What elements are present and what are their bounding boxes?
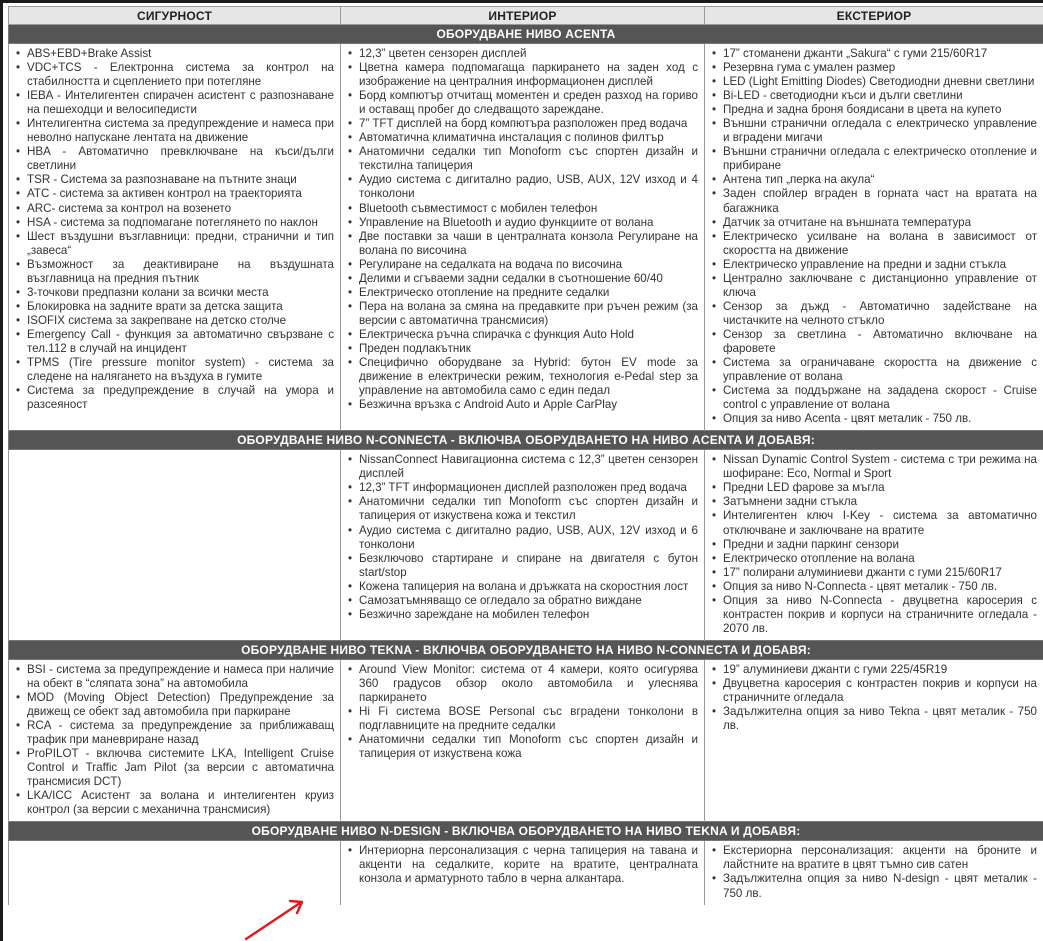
exterior-cell: [705, 450, 1043, 641]
safety-cell: [9, 659, 341, 822]
list-item: • Външни странични огледала с електрическо отопление и прибиране: [711, 145, 1037, 173]
list-item: • Пера на волана за смяна на предавките при ръчен режим (за версии с автоматична трансмисия): [347, 300, 698, 328]
list-item: • Hi Fi система BOSE Personal със вградени тонколони в подглавниците на предните седалки: [347, 705, 698, 733]
list-item: • Bi-LED - светодиодни къси и дълги светлини: [711, 89, 1037, 103]
list-item: • VDC+TCS - Електронна система за контрол на стабилността и сцеплението при потегляне: [15, 61, 334, 89]
list-item: • Затъмнени задни стъкла: [711, 495, 1037, 509]
column-header-interior: ИНТЕРИОР: [341, 7, 705, 25]
exterior-cell: [705, 841, 1043, 905]
list-item: • MOD (Moving Object Detection) Предупреждение за движещ се обект зад автомобила при паркиране: [15, 691, 334, 719]
list-item: • 3-точкови предпазни колани за всички места: [15, 286, 334, 300]
list-item: • Интериорна персонализация с черна тапицерия на тавана и акценти на седалките, корите на вратите, централната конзола и арматурното табло в черна алкантара.: [347, 844, 698, 886]
list-item: • Сензор за светлина - Автоматично включване на фаровете: [711, 328, 1037, 356]
list-item: • Интелигентна система за предупреждение и намеса при неволно напускане лентата на движение: [15, 117, 334, 145]
equipment-table: [8, 6, 1043, 905]
window-frame-top: [0, 0, 1043, 3]
safety-list: [15, 47, 334, 412]
list-item: • Анатомични седалки тип Monoform със спортен дизайн и тапицерия от изкуствена кожа: [347, 733, 698, 761]
exterior-list: [711, 844, 1037, 900]
list-item: • Опция за ниво N-Connecta - цвят металик - 750 лв.: [711, 580, 1037, 594]
section-row-n-design: [9, 841, 1043, 905]
section-row-n-connecta: [9, 450, 1043, 641]
column-header-safety: СИГУРНОСТ: [9, 7, 341, 25]
list-item: • Антена тип „перка на акула“: [711, 173, 1037, 187]
list-item: • Двуцветна каросерия с контрастен покрив и корпуси на страничните огледала: [711, 677, 1037, 705]
list-item: • Резервна гума с умален размер: [711, 61, 1037, 75]
list-item: • ARC- система за контрол на возенето: [15, 202, 334, 216]
exterior-list: [711, 453, 1037, 636]
list-item: • Самозатъмняващо се огледало за обратно виждане: [347, 594, 698, 608]
list-item: • Безключово стартиране и спиране на двигателя с бутон start/stop: [347, 552, 698, 580]
list-item: • Шест въздушни възглавници: предни, странични и тип „завеса“: [15, 230, 334, 258]
column-header-row: [9, 7, 1043, 25]
section-row-acenta: [9, 44, 1043, 431]
list-item: • 12,3” TFT информационен дисплей разположен пред водача: [347, 481, 698, 495]
list-item: • ISOFIX система за закрепване на детско столче: [15, 314, 334, 328]
list-item: • TPMS (Tire pressure monitor system) - система за следене на налягането на въздуха в гумите: [15, 356, 334, 384]
list-item: • Система за поддържане на зададена скорост - Cruise control с управление от волана: [711, 384, 1037, 412]
section-row-tekna: [9, 659, 1043, 822]
section-header-acenta: [9, 25, 1043, 44]
list-item: • Система за предупреждение в случай на умора и разсеяност: [15, 384, 334, 412]
list-item: • LKA/ICC Асистент за волана и интелигентен круиз контрол (за версии с механична трансмисия): [15, 789, 334, 817]
list-item: • HSA - система за подпомагане потеглянето по наклон: [15, 216, 334, 230]
list-item: • Аудио система с дигитално радио, USB, AUX, 12V изход и 4 тонколони: [347, 173, 698, 201]
list-item: • Борд компютър отчитащ моментен и среден разход на гориво и оставащ пробег до следващото зареждане.: [347, 89, 698, 117]
list-item: • Предна и задна броня боядисани в цвета на купето: [711, 103, 1037, 117]
window-frame-left: [0, 0, 3, 941]
interior-cell: [341, 841, 705, 905]
exterior-cell: [705, 659, 1043, 822]
safety-list: [15, 663, 334, 818]
interior-list: [347, 47, 698, 412]
exterior-list: [711, 47, 1037, 426]
section-title: ОБОРУДВАНЕ НИВО TEKNA - ВКЛЮЧВА ОБОРУДВАНЕТО НА НИВО N-CONNECTA И ДОБАВЯ:: [9, 640, 1043, 659]
section-header-n-design: [9, 822, 1043, 841]
list-item: • 17” стоманени джанти „Sakura“ с гуми 215/60R17: [711, 47, 1037, 61]
list-item: • NissanConnect Навигационна система с 12,3” цветен сензорен дисплей: [347, 453, 698, 481]
list-item: • 7” TFT дисплей на борд компютъра разположен пред водача: [347, 117, 698, 131]
list-item: • 12,3” цветен сензорен дисплей: [347, 47, 698, 61]
list-item: • Специфично оборудване за Hybrid: бутон EV mode за движение в електрически режим, технология e-Pedal step за управление на автомобила само с един педал: [347, 356, 698, 398]
list-item: • Система за ограничаване скоростта на движение с управление от волана: [711, 356, 1037, 384]
list-item: • Датчик за отчитане на външната температура: [711, 216, 1037, 230]
list-item: • Делими и сгъваеми задни седалки в съотношение 60/40: [347, 272, 698, 286]
list-item: • Възможност за деактивиране на въздушната възглавница на предния пътник: [15, 258, 334, 286]
list-item: • 17” полирани алуминиеви джанти с гуми 215/60R17: [711, 566, 1037, 580]
interior-cell: [341, 659, 705, 822]
list-item: • 19” алуминиеви джанти с гуми 225/45R19: [711, 663, 1037, 677]
list-item: • Централно заключване с дистанционно управление от ключа: [711, 272, 1037, 300]
list-item: • Предни LED фарове за мъгла: [711, 481, 1037, 495]
interior-list: [347, 663, 698, 761]
list-item: • Блокировка на задните врати за детска защита: [15, 300, 334, 314]
safety-cell: [9, 450, 341, 641]
section-title: ОБОРУДВАНЕ НИВО N-CONNECTA - ВКЛЮЧВА ОБОРУДВАНЕТО НА НИВО ACENTA И ДОБАВЯ:: [9, 431, 1043, 450]
interior-cell: [341, 44, 705, 431]
list-item: • Опция за ниво N-Connecta - двуцветна каросерия с контрастен покрив и корпуси на страничните огледала - 2070 лв.: [711, 594, 1037, 636]
list-item: • Електрическа ръчна спирачка с функция Auto Hold: [347, 328, 698, 342]
list-item: • Екстериорна персонализация: акценти на броните и лайстните на вратите в цвят тъмно сив сатен: [711, 844, 1037, 872]
list-item: • Управление на Bluetooth и аудио функциите от волана: [347, 216, 698, 230]
list-item: • TSR - Система за разпознаване на пътните знаци: [15, 173, 334, 187]
list-item: • Две поставки за чаши в централната конзола Регулиране на волана по височина: [347, 230, 698, 258]
list-item: • Електрическо отопление на волана: [711, 552, 1037, 566]
list-item: • Bluetooth съвместимост с мобилен телефон: [347, 202, 698, 216]
list-item: • Опция за ниво Acenta - цвят металик - 750 лв.: [711, 412, 1037, 426]
list-item: • Сензор за дъжд - Автоматично задействане на чистачките на челното стъкло: [711, 300, 1037, 328]
list-item: • Безжично зареждане на мобилен телефон: [347, 608, 698, 622]
list-item: • RCA - система за предупреждение за приближаващ трафик при маневриране назад: [15, 719, 334, 747]
list-item: • Външни странични огледала с електрическо управление и вградени мигачи: [711, 117, 1037, 145]
list-item: • Анатомични седалки тип Monoform със спортен дизайн и текстилна тапицерия: [347, 145, 698, 173]
list-item: • Електрическо управление на предни и задни стъкла: [711, 258, 1037, 272]
list-item: • Регулиране на седалката на водача по височина: [347, 258, 698, 272]
list-item: • Задължителна опция за ниво N-design - цвят металик - 750 лв.: [711, 872, 1037, 900]
list-item: • Интелигентен ключ I-Key - система за автоматично отключване и заключване на вратите: [711, 509, 1037, 537]
list-item: • Аудио система с дигитално радио, USB, AUX, 12V изход и 6 тонколони: [347, 524, 698, 552]
list-item: • Nissan Dynamic Control System - система с три режима на шофиране: Eco, Normal и Sport: [711, 453, 1037, 481]
list-item: • Emergency Call - функция за автоматично свързване с тел.112 в случай на инцидент: [15, 328, 334, 356]
safety-cell: [9, 44, 341, 431]
section-title: ОБОРУДВАНЕ НИВО N-DESIGN - ВКЛЮЧВА ОБОРУДВАНЕТО НА НИВО TEKNA И ДОБАВЯ:: [9, 822, 1043, 841]
list-item: • ATC - система за активен контрол на траекторията: [15, 187, 334, 201]
exterior-cell: [705, 44, 1043, 431]
section-title: ОБОРУДВАНЕ НИВО ACENTA: [9, 25, 1043, 44]
list-item: • ABS+EBD+Brake Assist: [15, 47, 334, 61]
list-item: • ProPILOT - включва системите LKA, Intelligent Cruise Control и Traffic Jam Pilot (за версии с автоматична трансмисия DCT): [15, 747, 334, 789]
list-item: • Автоматична климатична инсталация с полинов филтър: [347, 131, 698, 145]
list-item: • Електрическо отопление на предните седалки: [347, 286, 698, 300]
list-item: • Задължителна опция за ниво Tekna - цвят металик - 750 лв.: [711, 705, 1037, 733]
list-item: • LED (Light Emitting Diodes) Светодиодни дневни светлини: [711, 75, 1037, 89]
interior-cell: [341, 450, 705, 641]
section-header-tekna: [9, 640, 1043, 659]
list-item: • Електрическо усилване на волана в зависимост от скоростта на движение: [711, 230, 1037, 258]
red-arrow-annotation-icon: [240, 893, 320, 941]
list-item: • Around View Monitor: система от 4 камери, която осигурява 360 градусов обзор около автомобила и улеснява паркирането: [347, 663, 698, 705]
list-item: • Предни и задни паркинг сензори: [711, 538, 1037, 552]
list-item: • Преден подлакътник: [347, 342, 698, 356]
list-item: • Безжична връзка с Android Auto и Apple CarPlay: [347, 398, 698, 412]
list-item: • BSI - система за предупреждение и намеса при наличие на обект в “сляпата зона” на автомобила: [15, 663, 334, 691]
list-item: • Кожена тапицерия на волана и дръжката на скоростния лост: [347, 580, 698, 594]
list-item: • Цветна камера подпомагаща паркирането на заден ход с изображение на централния информационен дисплей: [347, 61, 698, 89]
list-item: • Анатомични седалки тип Monoform със спортен дизайн и тапицерия от изкуствена кожа и текстил: [347, 495, 698, 523]
list-item: • IEBA - Интелигентен спирачен асистент с разпознаване на пешеходци и велосипедисти: [15, 89, 334, 117]
list-item: • Заден спойлер вграден в горната част на вратата на багажника: [711, 187, 1037, 215]
column-header-exterior: ЕКСТЕРИОР: [705, 7, 1043, 25]
exterior-list: [711, 663, 1037, 733]
section-header-n-connecta: [9, 431, 1043, 450]
interior-list: [347, 844, 698, 886]
interior-list: [347, 453, 698, 622]
list-item: • HBA - Автоматично превключване на къси/дълги светлини: [15, 145, 334, 173]
